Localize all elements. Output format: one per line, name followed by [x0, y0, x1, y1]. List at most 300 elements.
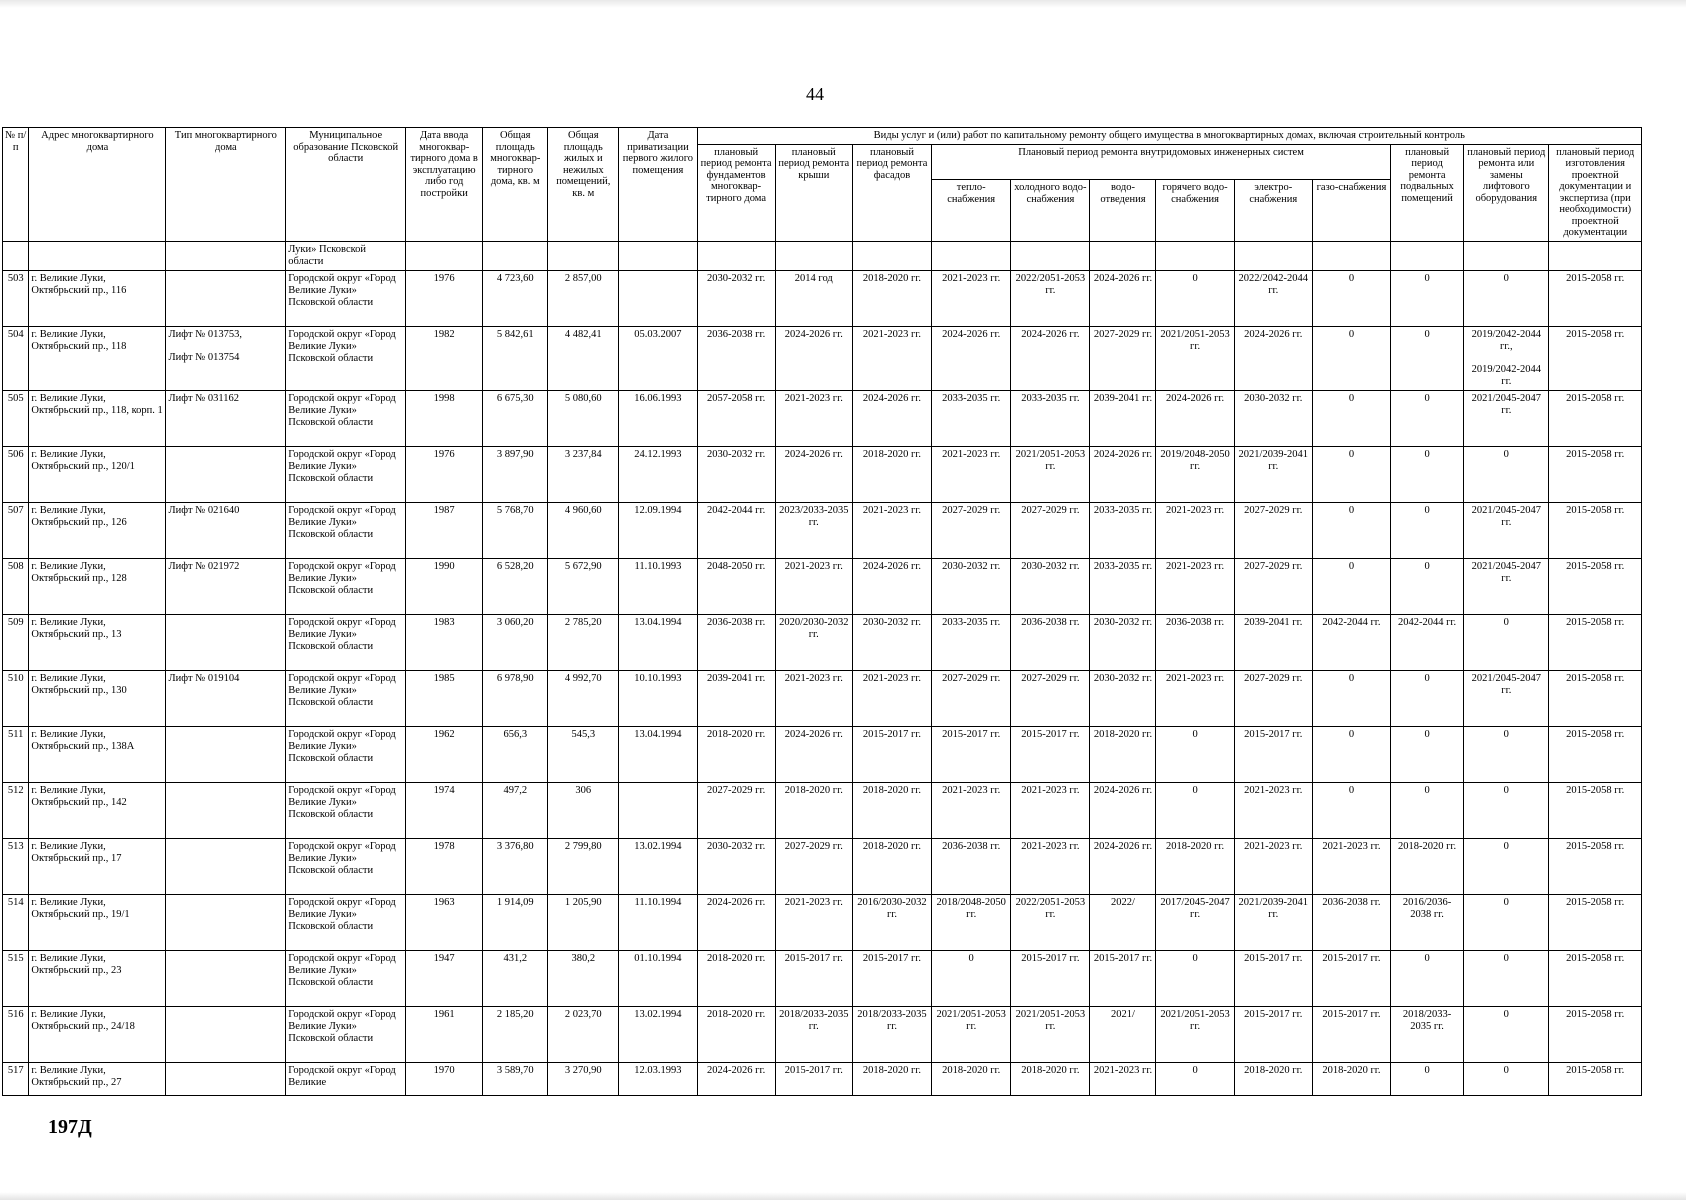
cell-municipality: Городской округ «Город Великие Луки» Псковской области: [286, 270, 406, 326]
cell-num: 504: [3, 326, 29, 390]
table-row: [3, 670, 1642, 726]
cell-electric: 2027-2029 гг.: [1234, 670, 1312, 726]
cell-gas: 2036-2038 гг.: [1312, 894, 1390, 950]
cell-hot-water: 2036-2038 гг.: [1156, 614, 1234, 670]
cell-type: [166, 326, 286, 390]
cell-living-area: 2 023,70: [548, 1006, 619, 1062]
cell-documentation: 2015-2058 гг.: [1549, 502, 1642, 558]
cell-electric: 2021-2023 гг.: [1234, 782, 1312, 838]
cell-num: 506: [3, 446, 29, 502]
cell-elevator-line: 0: [1503, 1064, 1509, 1076]
cell-electric: 2030-2032 гг.: [1234, 390, 1312, 446]
cell-living-area: 2 857,00: [548, 270, 619, 326]
cell-drainage: 2015-2017 гг.: [1090, 950, 1156, 1006]
cell-num: 509: [3, 614, 29, 670]
cell-documentation: 2015-2058 гг.: [1549, 782, 1642, 838]
cell-elevator-line: 2019/2042-2044 гг.: [1471, 363, 1542, 387]
cell-municipality: Городской округ «Город Великие Луки» Псковской области: [286, 838, 406, 894]
cell-roof: 2018/2033-2035 гг.: [775, 1006, 852, 1062]
cell-total-area: 3 589,70: [483, 1062, 548, 1095]
cell-type: [166, 838, 286, 894]
cell-total-area: 4 723,60: [483, 270, 548, 326]
cell-documentation: 2015-2058 гг.: [1549, 1062, 1642, 1095]
cell-privatization-date: 05.03.2007: [619, 326, 697, 390]
cell-electric: 2027-2029 гг.: [1234, 502, 1312, 558]
cell-living-area: 3 270,90: [548, 1062, 619, 1095]
cell-type: [166, 782, 286, 838]
cell-hot-water: 2021/2051-2053 гг.: [1156, 1006, 1234, 1062]
cell-municipality: Городской округ «Город Великие Луки» Псковской области: [286, 782, 406, 838]
cell-total-area: 1 914,09: [483, 894, 548, 950]
cell-gas: 0: [1312, 326, 1390, 390]
cell-privatization-date: 12.03.1993: [619, 1062, 697, 1095]
cell-facade: 2018/2033-2035 гг.: [852, 1006, 931, 1062]
cell-drainage: 2022/: [1090, 894, 1156, 950]
cell-elevator: [1464, 502, 1549, 558]
cell-municipality: Городской округ «Город Великие Луки» Псковской области: [286, 558, 406, 614]
cell-cold-water: 2033-2035 гг.: [1011, 390, 1090, 446]
cell-address: г. Великие Луки, Октябрьский пр., 126: [29, 502, 166, 558]
cell-num: 505: [3, 390, 29, 446]
cell-num: 510: [3, 670, 29, 726]
cell-empty: [775, 241, 852, 270]
header-heat: тепло-снабжения: [932, 180, 1011, 241]
cell-commission-date: 1974: [406, 782, 483, 838]
cell-type-line: Лифт № 021640: [168, 504, 240, 516]
cell-hot-water: 2017/2045-2047 гг.: [1156, 894, 1234, 950]
cell-total-area: 3 376,80: [483, 838, 548, 894]
table-row: [3, 1062, 1642, 1095]
table-row: [3, 502, 1642, 558]
cell-empty: [548, 241, 619, 270]
cell-hot-water: 2021/2051-2053 гг.: [1156, 326, 1234, 390]
cell-empty: [1090, 241, 1156, 270]
cell-empty: [1464, 241, 1549, 270]
cell-privatization-date: 24.12.1993: [619, 446, 697, 502]
cell-total-area: 5 768,70: [483, 502, 548, 558]
header-address: Адрес многоквартирного дома: [29, 128, 166, 242]
cell-privatization-date: 11.10.1993: [619, 558, 697, 614]
cell-heat: 2024-2026 гг.: [932, 326, 1011, 390]
cell-commission-date: 1985: [406, 670, 483, 726]
cell-elevator-line: 2021/2045-2047 гг.: [1471, 672, 1542, 696]
cell-foundation: 2057-2058 гг.: [697, 390, 775, 446]
cell-address: г. Великие Луки, Октябрьский пр., 17: [29, 838, 166, 894]
cell-living-area: 3 237,84: [548, 446, 619, 502]
cell-facade: 2024-2026 гг.: [852, 558, 931, 614]
cell-electric: 2027-2029 гг.: [1234, 558, 1312, 614]
cell-empty: [1234, 241, 1312, 270]
cell-roof: 2027-2029 гг.: [775, 838, 852, 894]
cell-cold-water: 2036-2038 гг.: [1011, 614, 1090, 670]
cell-gas: 2018-2020 гг.: [1312, 1062, 1390, 1095]
cell-privatization-date: 13.02.1994: [619, 838, 697, 894]
cell-foundation: 2030-2032 гг.: [697, 446, 775, 502]
cell-total-area: 497,2: [483, 782, 548, 838]
header-documentation: плановый период изготовления проектной документации и экспертиза (при необходимости) проектной документации: [1549, 144, 1642, 241]
cell-drainage: 2021/: [1090, 1006, 1156, 1062]
table-row: [3, 326, 1642, 390]
cell-elevator: [1464, 838, 1549, 894]
scan-edge-top: [0, 0, 1686, 8]
cell-type: [166, 270, 286, 326]
cell-empty: [1391, 241, 1464, 270]
cell-living-area: 2 799,80: [548, 838, 619, 894]
cell-foundation: 2018-2020 гг.: [697, 1006, 775, 1062]
cell-hot-water: 0: [1156, 1062, 1234, 1095]
cell-address: г. Великие Луки, Октябрьский пр., 118, корп. 1: [29, 390, 166, 446]
cell-elevator: [1464, 326, 1549, 390]
cell-drainage: 2027-2029 гг.: [1090, 326, 1156, 390]
cell-type: [166, 446, 286, 502]
cell-elevator-line: 2019/2042-2044 гг.,: [1471, 328, 1542, 352]
table-row: [3, 1006, 1642, 1062]
cell-commission-date: 1962: [406, 726, 483, 782]
cell-address: г. Великие Луки, Октябрьский пр., 24/18: [29, 1006, 166, 1062]
cell-gas: 2015-2017 гг.: [1312, 1006, 1390, 1062]
cell-commission-date: 1963: [406, 894, 483, 950]
cell-basement: 0: [1391, 950, 1464, 1006]
cell-facade: 2015-2017 гг.: [852, 726, 931, 782]
cell-living-area: 4 482,41: [548, 326, 619, 390]
cell-heat: 2018-2020 гг.: [932, 1062, 1011, 1095]
cell-roof: 2023/2033-2035 гг.: [775, 502, 852, 558]
cell-gas: 0: [1312, 390, 1390, 446]
cell-roof: 2021-2023 гг.: [775, 670, 852, 726]
cell-living-area: 5 672,90: [548, 558, 619, 614]
header-living-area: Общая площадь жилых и нежилых помещений, кв. м: [548, 128, 619, 242]
cell-empty: [166, 241, 286, 270]
cell-living-area: 1 205,90: [548, 894, 619, 950]
cell-facade: 2018-2020 гг.: [852, 446, 931, 502]
header-hot-water: горячего водо-снабжения: [1156, 180, 1234, 241]
cell-elevator-line: 0: [1503, 784, 1509, 796]
cell-num: 511: [3, 726, 29, 782]
cell-electric: 2039-2041 гг.: [1234, 614, 1312, 670]
cell-cold-water: 2018-2020 гг.: [1011, 1062, 1090, 1095]
cell-basement: 2042-2044 гг.: [1391, 614, 1464, 670]
cell-empty: [932, 241, 1011, 270]
cell-type-line: Лифт № 013754: [168, 351, 240, 363]
cell-cold-water: 2021/2051-2053 гг.: [1011, 1006, 1090, 1062]
cell-foundation: 2039-2041 гг.: [697, 670, 775, 726]
cell-address: г. Великие Луки, Октябрьский пр., 130: [29, 670, 166, 726]
table-row: [3, 894, 1642, 950]
cell-elevator-line: 0: [1503, 448, 1509, 460]
cell-address: г. Великие Луки, Октябрьский пр., 116: [29, 270, 166, 326]
cell-num: 514: [3, 894, 29, 950]
cell-num: 515: [3, 950, 29, 1006]
cell-basement: 0: [1391, 502, 1464, 558]
cell-elevator: [1464, 670, 1549, 726]
cell-commission-date: 1947: [406, 950, 483, 1006]
cell-documentation: 2015-2058 гг.: [1549, 390, 1642, 446]
cell-roof: 2021-2023 гг.: [775, 558, 852, 614]
cell-roof: 2015-2017 гг.: [775, 1062, 852, 1095]
cell-commission-date: 1976: [406, 446, 483, 502]
cell-elevator: [1464, 726, 1549, 782]
cell-commission-date: 1987: [406, 502, 483, 558]
cell-heat: 0: [932, 950, 1011, 1006]
cell-privatization-date: 16.06.1993: [619, 390, 697, 446]
cell-electric: 2021/2039-2041 гг.: [1234, 894, 1312, 950]
cell-living-area: 4 992,70: [548, 670, 619, 726]
cell-electric: 2022/2042-2044 гг.: [1234, 270, 1312, 326]
cell-electric: 2015-2017 гг.: [1234, 726, 1312, 782]
page-number: 44: [806, 84, 824, 104]
cell-total-area: 6 978,90: [483, 670, 548, 726]
header-type: Тип многоквартирного дома: [166, 128, 286, 242]
scan-edge-bottom: [0, 1192, 1686, 1200]
cell-electric: 2021-2023 гг.: [1234, 838, 1312, 894]
cell-elevator-line: 0: [1503, 896, 1509, 908]
cell-elevator-line: 0: [1503, 616, 1509, 628]
cell-privatization-date: 01.10.1994: [619, 950, 697, 1006]
cell-type: [166, 558, 286, 614]
table-row: [3, 270, 1642, 326]
cell-roof: 2021-2023 гг.: [775, 894, 852, 950]
cell-total-area: 2 185,20: [483, 1006, 548, 1062]
cell-facade: 2015-2017 гг.: [852, 950, 931, 1006]
header-cold-water: холодного водо-снабжения: [1011, 180, 1090, 241]
cell-num: 507: [3, 502, 29, 558]
header-roof: плановый период ремонта крыши: [775, 144, 852, 241]
cell-type: [166, 390, 286, 446]
cell-facade: 2030-2032 гг.: [852, 614, 931, 670]
cell-municipality: Городской округ «Город Великие: [286, 1062, 406, 1095]
cell-elevator-line: 0: [1503, 728, 1509, 740]
header-privatization-date: Дата приватизации первого жилого помещения: [619, 128, 697, 242]
cell-facade: 2016/2030-2032 гг.: [852, 894, 931, 950]
cell-cold-water: 2027-2029 гг.: [1011, 670, 1090, 726]
cell-hot-water: 2024-2026 гг.: [1156, 390, 1234, 446]
cell-cold-water: 2027-2029 гг.: [1011, 502, 1090, 558]
cell-address: г. Великие Луки, Октябрьский пр., 19/1: [29, 894, 166, 950]
cell-hot-water: 2019/2048-2050 гг.: [1156, 446, 1234, 502]
cell-heat: 2033-2035 гг.: [932, 614, 1011, 670]
cell-privatization-date: 12.09.1994: [619, 502, 697, 558]
cell-commission-date: 1982: [406, 326, 483, 390]
cell-elevator-line: 0: [1503, 272, 1509, 284]
cell-documentation: 2015-2058 гг.: [1549, 1006, 1642, 1062]
cell-basement: 2018/2033-2035 гг.: [1391, 1006, 1464, 1062]
cell-basement: 0: [1391, 670, 1464, 726]
cell-gas: 2042-2044 гг.: [1312, 614, 1390, 670]
cell-type-line: Лифт № 031162: [168, 392, 239, 404]
cell-documentation: 2015-2058 гг.: [1549, 558, 1642, 614]
cell-heat: 2036-2038 гг.: [932, 838, 1011, 894]
cell-municipality: Городской округ «Город Великие Луки» Псковской области: [286, 1006, 406, 1062]
cell-total-area: 6 528,20: [483, 558, 548, 614]
cell-documentation: 2015-2058 гг.: [1549, 950, 1642, 1006]
cell-type: [166, 726, 286, 782]
cell-municipality: Городской округ «Город Великие Луки» Псковской области: [286, 326, 406, 390]
cell-living-area: 5 080,60: [548, 390, 619, 446]
cell-num: 503: [3, 270, 29, 326]
cell-empty: [483, 241, 548, 270]
cell-elevator: [1464, 782, 1549, 838]
cell-address: г. Великие Луки, Октябрьский пр., 23: [29, 950, 166, 1006]
cell-gas: 0: [1312, 558, 1390, 614]
cell-total-area: 3 060,20: [483, 614, 548, 670]
header-drainage: водо-отведения: [1090, 180, 1156, 241]
cell-facade: 2024-2026 гг.: [852, 390, 931, 446]
table-row: [3, 558, 1642, 614]
table-row-carry-over: [3, 241, 1642, 270]
cell-commission-date: 1990: [406, 558, 483, 614]
cell-cold-water: 2015-2017 гг.: [1011, 726, 1090, 782]
cell-gas: 0: [1312, 670, 1390, 726]
cell-type-line: Лифт № 019104: [168, 672, 240, 684]
cell-foundation: 2030-2032 гг.: [697, 270, 775, 326]
cell-foundation: 2036-2038 гг.: [697, 614, 775, 670]
cell-foundation: 2036-2038 гг.: [697, 326, 775, 390]
cell-roof: 2020/2030-2032 гг.: [775, 614, 852, 670]
cell-empty: [406, 241, 483, 270]
cell-municipality-continued: Луки» Псковской области: [286, 241, 406, 270]
cell-address: г. Великие Луки, Октябрьский пр., 138А: [29, 726, 166, 782]
cell-facade: 2018-2020 гг.: [852, 782, 931, 838]
cell-gas: 2015-2017 гг.: [1312, 950, 1390, 1006]
cell-type: [166, 1006, 286, 1062]
header-elevator: плановый период ремонта или замены лифтового оборудования: [1464, 144, 1549, 241]
cell-heat: 2021-2023 гг.: [932, 446, 1011, 502]
cell-foundation: 2042-2044 гг.: [697, 502, 775, 558]
cell-num: 517: [3, 1062, 29, 1095]
cell-municipality: Городской округ «Город Великие Луки» Псковской области: [286, 894, 406, 950]
cell-drainage: 2021-2023 гг.: [1090, 1062, 1156, 1095]
cell-roof: 2014 год: [775, 270, 852, 326]
cell-facade: 2018-2020 гг.: [852, 838, 931, 894]
cell-documentation: 2015-2058 гг.: [1549, 894, 1642, 950]
cell-address: г. Великие Луки, Октябрьский пр., 120/1: [29, 446, 166, 502]
cell-num: 512: [3, 782, 29, 838]
table-header: [3, 128, 1642, 242]
cell-type: [166, 670, 286, 726]
cell-municipality: Городской округ «Город Великие Луки» Псковской области: [286, 670, 406, 726]
cell-elevator: [1464, 614, 1549, 670]
cell-address: г. Великие Луки, Октябрьский пр., 142: [29, 782, 166, 838]
table-row: [3, 614, 1642, 670]
cell-elevator-line: 0: [1503, 1008, 1509, 1020]
cell-cold-water: 2030-2032 гг.: [1011, 558, 1090, 614]
registry-table: [2, 127, 1642, 1096]
cell-roof: 2015-2017 гг.: [775, 950, 852, 1006]
cell-hot-water: 0: [1156, 782, 1234, 838]
cell-gas: 0: [1312, 782, 1390, 838]
table-row: [3, 390, 1642, 446]
header-works-group: Виды услуг и (или) работ по капитальному ремонту общего имущества в многоквартирных домах, включая строительный контроль: [697, 128, 1641, 145]
cell-gas: 0: [1312, 726, 1390, 782]
cell-foundation: 2030-2032 гг.: [697, 838, 775, 894]
cell-heat: 2033-2035 гг.: [932, 390, 1011, 446]
cell-cold-water: 2015-2017 гг.: [1011, 950, 1090, 1006]
cell-foundation: 2018-2020 гг.: [697, 950, 775, 1006]
cell-municipality: Городской округ «Город Великие Луки» Псковской области: [286, 726, 406, 782]
cell-type: [166, 614, 286, 670]
cell-heat: 2021-2023 гг.: [932, 782, 1011, 838]
cell-electric: 2018-2020 гг.: [1234, 1062, 1312, 1095]
table-row: [3, 838, 1642, 894]
cell-drainage: 2024-2026 гг.: [1090, 270, 1156, 326]
cell-roof: 2024-2026 гг.: [775, 326, 852, 390]
cell-empty: [3, 241, 29, 270]
cell-privatization-date: 11.10.1994: [619, 894, 697, 950]
cell-elevator: [1464, 390, 1549, 446]
cell-electric: 2015-2017 гг.: [1234, 950, 1312, 1006]
cell-basement: 0: [1391, 782, 1464, 838]
cell-elevator-line: 0: [1503, 840, 1509, 852]
cell-hot-water: 2021-2023 гг.: [1156, 502, 1234, 558]
cell-hot-water: 0: [1156, 270, 1234, 326]
cell-address: г. Великие Луки, Октябрьский пр., 128: [29, 558, 166, 614]
cell-basement: 0: [1391, 558, 1464, 614]
cell-basement: 0: [1391, 270, 1464, 326]
cell-type: [166, 502, 286, 558]
cell-privatization-date: 13.02.1994: [619, 1006, 697, 1062]
cell-drainage: 2033-2035 гг.: [1090, 502, 1156, 558]
cell-documentation: 2015-2058 гг.: [1549, 614, 1642, 670]
cell-empty: [1549, 241, 1642, 270]
table-row: [3, 950, 1642, 1006]
cell-basement: 0: [1391, 326, 1464, 390]
cell-elevator: [1464, 1062, 1549, 1095]
cell-elevator-line: 2021/2045-2047 гг.: [1471, 392, 1542, 416]
cell-living-area: 2 785,20: [548, 614, 619, 670]
cell-foundation: 2027-2029 гг.: [697, 782, 775, 838]
cell-empty: [697, 241, 775, 270]
cell-foundation: 2048-2050 гг.: [697, 558, 775, 614]
cell-empty: [852, 241, 931, 270]
cell-commission-date: 1978: [406, 838, 483, 894]
cell-roof: 2024-2026 гг.: [775, 446, 852, 502]
cell-empty: [619, 241, 697, 270]
cell-total-area: 6 675,30: [483, 390, 548, 446]
header-foundation: плановый период ремонта фундаментов многоквар-тирного дома: [697, 144, 775, 241]
cell-privatization-date: [619, 782, 697, 838]
cell-elevator: [1464, 270, 1549, 326]
cell-heat: 2021-2023 гг.: [932, 270, 1011, 326]
cell-heat: 2027-2029 гг.: [932, 670, 1011, 726]
cell-basement: 2018-2020 гг.: [1391, 838, 1464, 894]
cell-municipality: Городской округ «Город Великие Луки» Псковской области: [286, 390, 406, 446]
cell-type-line: Лифт № 021972: [168, 560, 240, 572]
cell-cold-water: 2024-2026 гг.: [1011, 326, 1090, 390]
cell-commission-date: 1998: [406, 390, 483, 446]
cell-gas: 0: [1312, 446, 1390, 502]
cell-elevator-line: 2021/2045-2047 гг.: [1471, 560, 1542, 584]
cell-total-area: 3 897,90: [483, 446, 548, 502]
cell-cold-water: 2021-2023 гг.: [1011, 838, 1090, 894]
cell-basement: 2016/2036-2038 гг.: [1391, 894, 1464, 950]
cell-cold-water: 2021-2023 гг.: [1011, 782, 1090, 838]
cell-living-area: 380,2: [548, 950, 619, 1006]
cell-empty: [1312, 241, 1390, 270]
header-gas: газо-снабжения: [1312, 180, 1390, 241]
cell-documentation: 2015-2058 гг.: [1549, 326, 1642, 390]
cell-foundation: 2024-2026 гг.: [697, 894, 775, 950]
cell-privatization-date: 10.10.1993: [619, 670, 697, 726]
cell-num: 516: [3, 1006, 29, 1062]
cell-total-area: 431,2: [483, 950, 548, 1006]
cell-total-area: 656,3: [483, 726, 548, 782]
table-body: [3, 241, 1642, 1095]
cell-drainage: 2033-2035 гг.: [1090, 558, 1156, 614]
cell-living-area: 4 960,60: [548, 502, 619, 558]
cell-electric: 2021/2039-2041 гг.: [1234, 446, 1312, 502]
cell-elevator: [1464, 950, 1549, 1006]
cell-address: г. Великие Луки, Октябрьский пр., 118: [29, 326, 166, 390]
